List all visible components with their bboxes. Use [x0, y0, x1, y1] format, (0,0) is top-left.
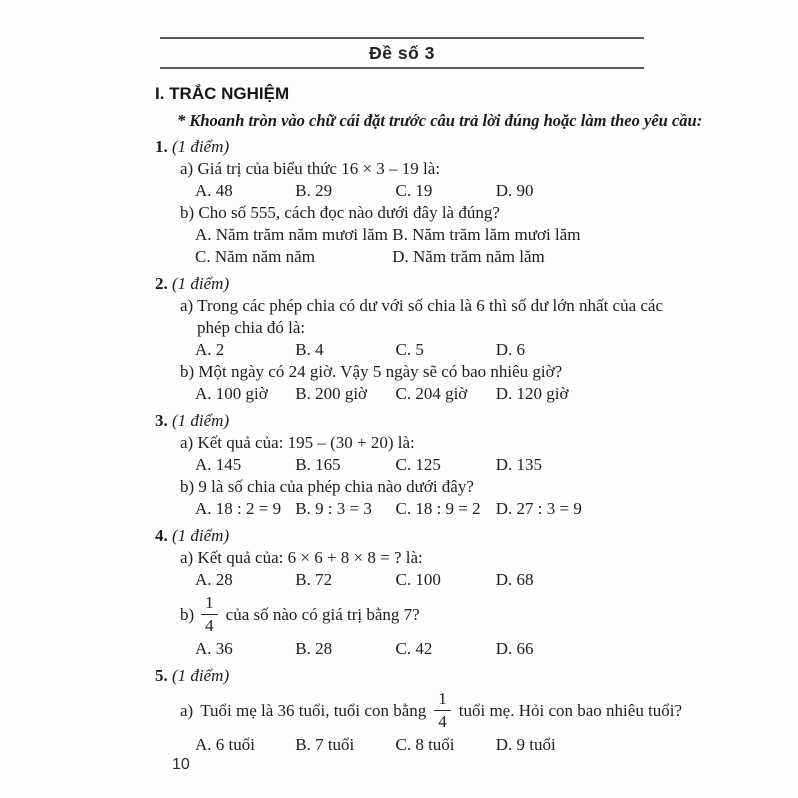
question-points: (1 điểm): [172, 666, 230, 685]
options-row: [195, 638, 707, 660]
part-label: a): [180, 700, 194, 720]
option-a: A. Năm trăm năm mươi lăm: [195, 225, 388, 244]
question-number: 5.: [155, 666, 168, 685]
question-number: 1.: [155, 137, 168, 156]
option-a: A. 100 giờ: [195, 384, 268, 403]
part-label: a): [180, 548, 194, 567]
option-d: D. 68: [495, 570, 534, 589]
fraction-denominator: 4: [205, 616, 214, 635]
fraction: [201, 593, 218, 636]
fraction-numerator: 1: [201, 593, 218, 615]
question-header: [155, 410, 707, 432]
part-label: a): [180, 433, 194, 452]
part-text: của số nào có giá trị bằng 7?: [225, 604, 420, 624]
option-c: C. 8 tuổi: [395, 735, 455, 754]
part-text-line1: Trong các phép chia có dư với số chia là 6 thì số dư lớn nhất của các: [197, 296, 664, 315]
question-header: [155, 665, 707, 687]
option-c: C. 100: [395, 570, 441, 589]
option-c: C. 5: [395, 340, 424, 359]
options-row: [195, 498, 707, 520]
part-text: Kết quả của: 6 × 6 + 8 × 8 = ? là:: [197, 548, 423, 567]
question-part-a: [180, 158, 707, 180]
question-part-b: [180, 591, 707, 638]
option-c: C. Năm năm năm: [195, 247, 315, 266]
question-points: (1 điểm): [172, 137, 230, 156]
part-text-before: Tuổi mẹ là 36 tuổi, tuổi con bằng: [200, 700, 427, 720]
part-text: Giá trị của biểu thức 16 × 3 – 19 là:: [197, 159, 441, 178]
question-part-a: [180, 687, 707, 734]
fraction-denominator: 4: [438, 712, 447, 731]
part-label: b): [180, 604, 195, 624]
question-part-a: [180, 295, 707, 317]
page-number: 10: [172, 756, 190, 773]
page-content: [155, 84, 707, 756]
option-a: A. 6 tuổi: [195, 735, 255, 754]
option-d: D. 6: [495, 340, 526, 359]
part-label: b): [180, 362, 195, 381]
option-b: B. 7 tuổi: [295, 735, 355, 754]
question-header: [155, 273, 707, 295]
options-row: [195, 339, 707, 361]
part-text: Một ngày có 24 giờ. Vậy 5 ngày sẽ có bao nhiêu giờ?: [198, 362, 563, 381]
options-grid: [195, 224, 707, 268]
option-b: B. 165: [295, 455, 341, 474]
question-header: [155, 136, 707, 158]
options-row: [195, 569, 707, 591]
section-heading: I. TRẮC NGHIỆM: [155, 84, 290, 103]
option-a: A. 36: [195, 639, 233, 658]
option-a: A. 48: [195, 181, 233, 200]
fraction-numerator: 1: [434, 689, 451, 711]
option-c: C. 19: [395, 181, 433, 200]
option-b: B. 28: [295, 639, 333, 658]
instruction-note: * Khoanh tròn vào chữ cái đặt trước câu trả lời đúng hoặc làm theo yêu cầu:: [177, 111, 703, 130]
part-label: b): [180, 477, 195, 496]
option-b: B. 4: [295, 340, 324, 359]
option-c: C. 18 : 9 = 2: [395, 499, 481, 518]
part-label: a): [180, 159, 194, 178]
option-d: D. 27 : 3 = 9: [495, 499, 582, 518]
option-d: D. 135: [495, 455, 543, 474]
question-2: [155, 273, 707, 405]
question-part-a: [180, 432, 707, 454]
option-d: D. 66: [495, 639, 534, 658]
part-label: b): [180, 203, 195, 222]
question-header: [155, 525, 707, 547]
option-d: D. 120 giờ: [495, 384, 569, 403]
question-part-b: [180, 476, 707, 498]
question-number: 3.: [155, 411, 168, 430]
options-row: [195, 383, 707, 405]
question-points: (1 điểm): [172, 526, 230, 545]
question-part-b: [180, 361, 707, 383]
question-number: 4.: [155, 526, 168, 545]
title-band: [160, 37, 644, 69]
options-row: [195, 454, 707, 476]
options-row: [195, 734, 707, 756]
question-1: [155, 136, 707, 268]
question-part-b: [180, 202, 707, 224]
option-a: A. 145: [195, 455, 242, 474]
fraction: [434, 689, 451, 732]
page-title: Đề số 3: [369, 43, 435, 63]
option-b: B. 200 giờ: [295, 384, 368, 403]
option-b: B. Năm trăm lăm mươi lăm: [392, 225, 581, 244]
option-d: D. 9 tuổi: [495, 735, 556, 754]
part-text: Cho số 555, cách đọc nào dưới đây là đúng?: [198, 203, 500, 222]
option-a: A. 18 : 2 = 9: [195, 499, 282, 518]
option-c: C. 42: [395, 639, 433, 658]
options-row: [195, 180, 707, 202]
option-c: C. 125: [395, 455, 441, 474]
question-number: 2.: [155, 274, 168, 293]
question-part-a: [180, 547, 707, 569]
part-text-line2: phép chia đó là:: [197, 318, 306, 337]
option-c: C. 204 giờ: [395, 384, 468, 403]
option-b: B. 29: [295, 181, 333, 200]
part-text: Kết quả của: 195 – (30 + 20) là:: [197, 433, 415, 452]
option-a: A. 28: [195, 570, 233, 589]
option-a: A. 2: [195, 340, 225, 359]
question-4: [155, 525, 707, 660]
question-5: [155, 665, 707, 756]
option-d: D. Năm trăm năm lăm: [392, 247, 545, 266]
option-b: B. 9 : 3 = 3: [295, 499, 372, 518]
question-points: (1 điểm): [172, 411, 230, 430]
question-3: [155, 410, 707, 520]
part-text-after: tuổi mẹ. Hỏi con bao nhiêu tuổi?: [458, 700, 683, 720]
option-d: D. 90: [495, 181, 534, 200]
option-b: B. 72: [295, 570, 333, 589]
part-label: a): [180, 296, 194, 315]
question-points: (1 điểm): [172, 274, 230, 293]
part-text: 9 là số chia của phép chia nào dưới đây?: [198, 477, 474, 496]
